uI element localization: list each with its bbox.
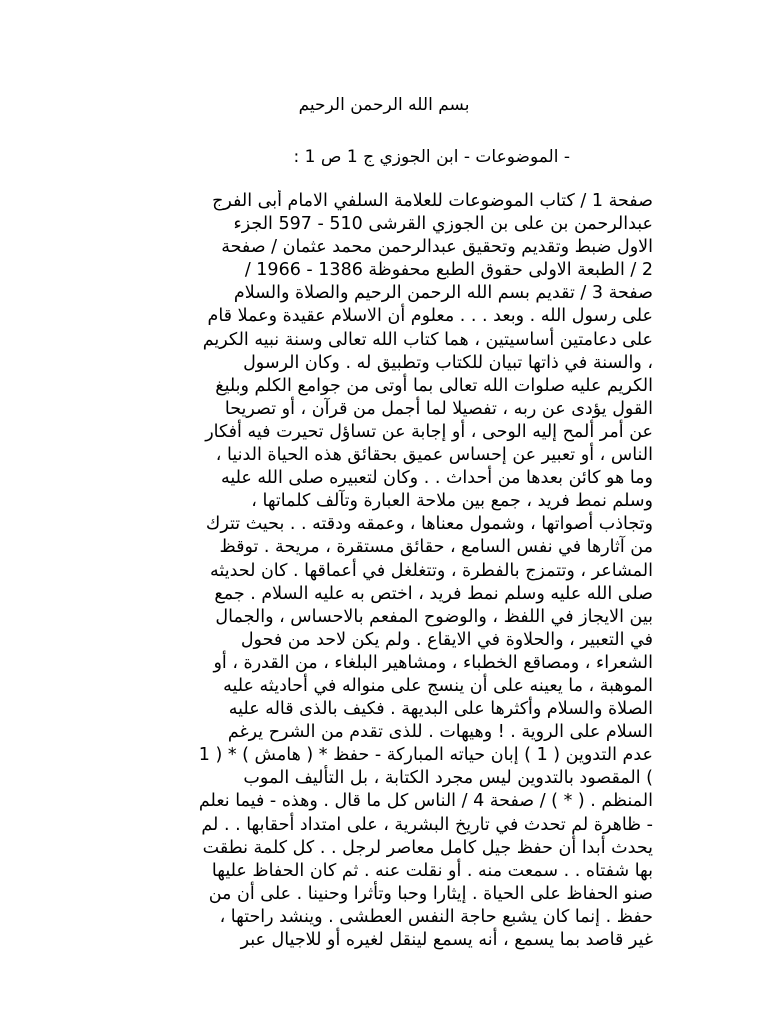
body-text: [108, 190, 653, 990]
body-line: الموهبة ، ما يعينه على أن ينسج على منواله في أحاديثه عليه: [223, 675, 653, 696]
body-line: السلام على الروية . ! وهيهات . للذى تقدم من الشرح يرغم: [227, 722, 653, 743]
body-line: - ظاهرة لم تحدث في تاريخ البشرية ، على امتداد أحقابها . . لم: [201, 814, 653, 835]
body-line: عبدالرحمن بن على بن الجوزي القرشى 510 - 597 الجزء: [233, 214, 653, 235]
body-line: صفحة 1 / كتاب الموضوعات للعلامة السلفي الامام أبى الفرج: [212, 191, 653, 211]
body-line: المنظم . ( * ) / صفحة 4 / الناس كل ما قال . وهذه - فيما نعلم: [198, 791, 653, 812]
body-line: الاول ضبط وتقديم وتحقيق عبدالرحمن محمد عثمان / صفحة: [221, 237, 653, 258]
body-line: 2 / الطبعة الاولى حقوق الطبع محفوظة 1386 - 1966 /: [244, 260, 653, 281]
body-line: على دعامتين أساسيتين ، هما كتاب الله تعالى وسنة نبيه الكريم: [202, 329, 653, 350]
body-line: عن أمر ألمح إليه الوحى ، أو إجابة عن تساؤل تحيرت فيه أفكار: [205, 421, 653, 442]
body-line: يحدث أبدا أن حفظ جيل كامل معاصر لرجل . . كل كلمة نطقت: [202, 837, 653, 858]
body-line: بين الايجاز في اللفظ ، والوضوح المفعم بالاحساس ، والجمال: [215, 606, 653, 627]
body-line: غير قاصد بما يسمع ، أنه يسمع لينقل لغيره أو للاجيال عبر: [240, 930, 653, 950]
body-line: الشعراء ، ومصاقع الخطباء ، ومشاهير البلغاء ، من القدرة ، أو: [213, 652, 653, 673]
body-line: صلى الله عليه وسلم نمط فريد ، اختص به عليه السلام . جمع: [214, 583, 653, 604]
body-line: الناس ، أو تعبير عن إحساس عميق بحقائق هذه الحياة الدنيا ،: [215, 445, 653, 466]
page-subtitle: - الموضوعات - ابن الجوزي ج 1 ص 1 :: [293, 147, 570, 167]
body-line: الصلاة والسلام وأكثرها على البديهة . فكيف بالذى قاله عليه: [228, 699, 653, 720]
body-line: حفظ . إنما كان يشبع حاجة النفس العطشى . وينشد راحتها ،: [219, 906, 653, 927]
body-line: الكريم عليه صلوات الله تعالى بما أوتى من جوامع الكلم وبليغ: [215, 375, 653, 396]
body-line: صفحة 3 / تقديم بسم الله الرحمن الرحيم والصلاة والسلام: [233, 283, 653, 304]
body-line: في التعبير ، والحلاوة في الايقاع . ولم يكن لاحد من فحول: [240, 629, 653, 650]
body-line: على رسول الله . وبعد . . . معلوم أن الاسلام عقيدة وعملا قام: [207, 306, 653, 327]
page-title: بسم الله الرحمن الرحيم: [298, 95, 470, 115]
body-line: وتجاذب أصواتها ، وشمول معناها ، وعمقه ودقته . . بحيث تترك: [205, 514, 653, 535]
body-line: ) المقصود بالتدوين ليس مجرد الكتابة ، بل التأليف الموب: [243, 768, 653, 789]
body-line: صنو الحفاظ على الحياة . إيثارا وحبا وتأثرا وحنينا . على أن من: [208, 883, 653, 904]
body-line: من آثارها في نفس السامع ، حقائق مستقرة ، مريحة . توقظ: [219, 537, 653, 558]
body-line: المشاعر ، وتتمزج بالفطرة ، وتتغلغل في أعماقها . كان لحديثه: [210, 560, 653, 581]
body-line: بها شفتاه . . سمعت منه . أو نقلت عنه . ثم كان الحفاظ عليها: [211, 860, 653, 881]
body-line: ، والسنة في ذاتها تبيان للكتاب وتطبيق له . وكان الرسول: [243, 352, 653, 373]
body-line: وما هو كائن بعدها من أحداث . . وكان لتعبيره صلى الله عليه: [220, 468, 653, 489]
body-line: القول يؤدى عن ربه ، تفصيلا لما أجمل من قرآن ، أو تصريحا: [224, 398, 653, 419]
body-line: وسلم نمط فريد ، جمع بين ملاحة العبارة وتآلف كلماتها ،: [251, 491, 653, 512]
body-line: عدم التدوين ( 1 ) إبان حياته المباركة - حفظ * ( هامش ) * ( 1: [198, 745, 653, 766]
